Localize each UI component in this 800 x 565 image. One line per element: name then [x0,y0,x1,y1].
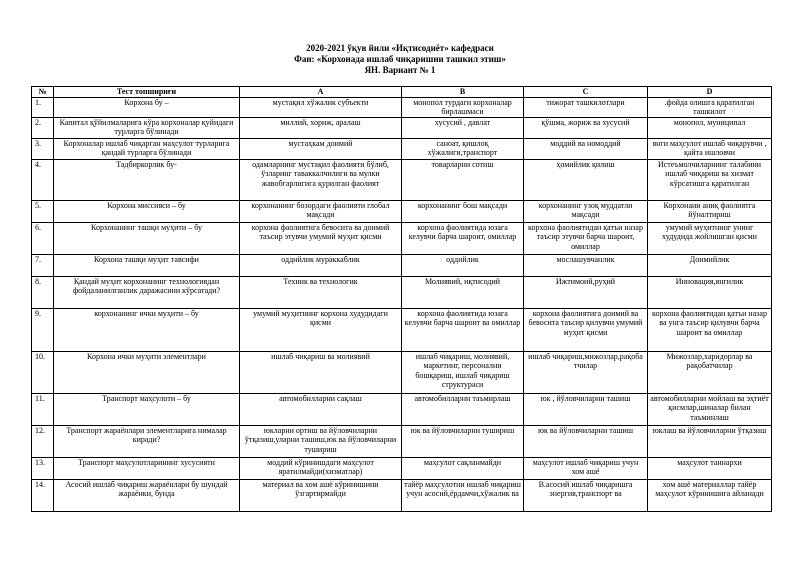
answer-c-cell: маҳсулот ишлаб чиқариш учун хом ашё [524,457,648,479]
answer-b-cell: саноат, қишлоқ хўжалиги,транспорт [402,138,524,159]
table-header-row [32,87,772,98]
answer-a-cell: мустақил хўжалик субъекти [240,97,402,117]
answer-a-cell: Техник ва технологик [240,276,402,308]
answer-b-cell: автомобилларни таъмирлаш [402,393,524,425]
answer-a-cell: корхона фаолиятига бевосита ва доимий таъсир этувчи умумий муҳит қисми [240,222,402,254]
answer-c-cell: корхона фаолиятидан қатъи назар таъсир этувчи барча шароит, омиллар [524,222,648,254]
answer-d-cell: .фойда олишга қаратилган ташкилот [648,97,772,117]
column-header-task: Тест топшириғи [54,87,240,98]
column-header-number: № [32,87,54,98]
answer-d-cell: янги маҳсулот ишлаб чиқарувчи , қайта ишловчи [648,138,772,159]
table-row [32,200,772,222]
answer-c-cell: мослашувчанлик [524,254,648,276]
row-number: 3. [32,138,54,159]
answer-c-cell: В.асосий ишлаб чиқаришга энергия,транспорт ва [524,479,648,511]
answer-c-cell: юк ва йўловчиларни ташиш [524,425,648,457]
answer-c-cell: корхонанинг узоқ муддатли мақсади [524,200,648,222]
answer-a-cell: мустаҳкам доимий [240,138,402,159]
answer-a-cell: умумий муҳитнинг корхона худудидаги қисми [240,308,402,351]
question-cell: Тадбиркорлик бу- [54,159,240,200]
answer-d-cell: монопол, муниципал [648,117,772,138]
table-row [32,351,772,393]
answer-d-cell: Корхонани аниқ фаолиятга йўналтириш [648,200,772,222]
table-row [32,159,772,200]
answer-c-cell: юк , йўловчиларни ташиш [524,393,648,425]
answer-a-cell: оддийлик мураккаблик [240,254,402,276]
question-cell: Корхона миссияси – бу [54,200,240,222]
answer-b-cell: корхонанинг бош мақсади [402,200,524,222]
column-header-d: D [648,87,772,98]
table-row [32,97,772,117]
question-cell: Қандай муҳит корхонанинг технологиядан фойдаланилганлик даражасини кўрсатади? [54,276,240,308]
table-row [32,222,772,254]
answer-b-cell: тайёр маҳсулотни ишлаб чиқариш учун асосий,ёрдамчи,хўжалик ва [402,479,524,511]
answer-a-cell: моддий кўринишдаги маҳсулот яратилмайди(хизматлар) [240,457,402,479]
answer-c-cell: корхона фаолиятига доимий ва бевосита таъсир қилувчи умумий муҳит қисми [524,308,648,351]
column-header-b: B [402,87,524,98]
answer-c-cell: қўшма, жориж ва хусусий [524,117,648,138]
table-row [32,138,772,159]
row-number: 13. [32,457,54,479]
question-cell: Корхона ташқи муҳит тавсифи [54,254,240,276]
column-header-c: C [524,87,648,98]
table-row [32,393,772,425]
answer-d-cell: Инновация,янгилик [648,276,772,308]
table-row [32,276,772,308]
table-row [32,425,772,457]
document-title-subject: Фан: «Корхонада ишлаб чиқаришни ташкил этиш» [294,54,506,64]
answer-d-cell: Истеъмолчиларнинг талабини ишлаб чиқариш ва хизмат кўрсатишга қаратилган [648,159,772,200]
table-row [32,308,772,351]
question-cell: Корхонанинг ташқи муҳити – бу [54,222,240,254]
answer-d-cell: Мижозлар,харидорлар ва рақобатчилар [648,351,772,393]
table-row [32,479,772,511]
question-cell: Корхона бу – [54,97,240,117]
column-header-a: A [240,87,402,98]
answer-a-cell: юкларни ортиш ва йўловчиларни ўтқазиш,уларни ташиш,юк ва йўловчиларни тушириш [240,425,402,457]
answer-c-cell: тижорат ташкилотлари [524,97,648,117]
answer-d-cell: корхона фаолиятидан қатъи назар ва унга таъсир қилувчи барча шароит ва омиллар [648,308,772,351]
answer-b-cell: оддийлик [402,254,524,276]
answer-d-cell: умумий муҳитнинг унинг худудида жойлишган қисми [648,222,772,254]
document-title-department: 2020-2021 ўқув йили «Иқтисодиёт» кафедраси [306,43,494,53]
answer-c-cell: ишлаб чиқариш,мижозлар,рақоба тчилар [524,351,648,393]
row-number: 12. [32,425,54,457]
answer-d-cell: хом ашё материаллар тайёр маҳсулот кўринишига айланади [648,479,772,511]
table-row [32,117,772,138]
answer-d-cell: Доимийлик [648,254,772,276]
question-cell: Транспорт жараёнлари элементларига нималар киради? [54,425,240,457]
row-number: 9. [32,308,54,351]
answer-b-cell: товарларни сотиш [402,159,524,200]
row-number: 7. [32,254,54,276]
answer-a-cell: миллий, хориж, аралаш [240,117,402,138]
answer-a-cell: корхонанинг бозордаги фаолияти глобал мақсади [240,200,402,222]
answer-b-cell: хусусий , давлат [402,117,524,138]
table-row [32,254,772,276]
answer-d-cell: юклаш ва йўловчиларни ўтқазиш [648,425,772,457]
answer-b-cell: корхона фаолиятида юзага келувчи барча шароит, омиллар [402,222,524,254]
question-cell: корхонанинг ички муҳити – бу [54,308,240,351]
question-cell: Асосий ишлаб чиқариш жараёнлари бу шундай жараёнки, бунда [54,479,240,511]
answer-a-cell: ишлаб чиқариш ва молиявий [240,351,402,393]
document-title-variant: ЯН. Вариант № 1 [364,65,436,75]
answer-b-cell: корхона фаолиятида юзага келувчи барча шароит ва омиллар [402,308,524,351]
test-table [31,86,772,512]
row-number: 2. [32,117,54,138]
answer-a-cell: материал ва хом ашё кўринишини ўзгартирмайди [240,479,402,511]
question-cell: Транспорт маҳсулотларининг хусусияти [54,457,240,479]
question-cell: Транспорт маҳсулоти – бу [54,393,240,425]
answer-b-cell: маҳсулот сақланмайди [402,457,524,479]
answer-c-cell: моддий ва номоддий [524,138,648,159]
answer-c-cell: Ижтимоий,руҳий [524,276,648,308]
row-number: 1. [32,97,54,117]
answer-d-cell: маҳсулот таннархи [648,457,772,479]
row-number: 4. [32,159,54,200]
question-cell: Капитал қўйилмаларига кўра корхоналар қуйидаги турларга бўлинади [54,117,240,138]
answer-c-cell: ҳомийлик қилиш [524,159,648,200]
row-number: 10. [32,351,54,393]
answer-b-cell: монопол турдаги корхоналар бирлашмаси [402,97,524,117]
row-number: 6. [32,222,54,254]
question-cell: Корхоналар ишлаб чиқарган маҳсулот турларига қандай турларга бўлинади [54,138,240,159]
answer-d-cell: автомобилларни мойлаш ва эҳтиёт қисмлар,шиналар билан таъминлаш [648,393,772,425]
answer-b-cell: Молиявий, иқтисодий [402,276,524,308]
table-row [32,457,772,479]
question-cell: Корхона ички муҳити элементлари [54,351,240,393]
row-number: 11. [32,393,54,425]
row-number: 8. [32,276,54,308]
answer-b-cell: юк ва йўловчиларни тушириш [402,425,524,457]
row-number: 5. [32,200,54,222]
row-number: 14. [32,479,54,511]
answer-a-cell: одамларнинг мустақил фаолияти бўлиб, ўзларинг таваккалчилиги ва мулки жавобгарлигига қурилган фаолият [240,159,402,200]
answer-b-cell: ишлаб чиқариш, молиявий, маркетинг, персонални бошқариш, ишлаб чиқариш структураси [402,351,524,393]
answer-a-cell: автомобилларни сақлаш [240,393,402,425]
